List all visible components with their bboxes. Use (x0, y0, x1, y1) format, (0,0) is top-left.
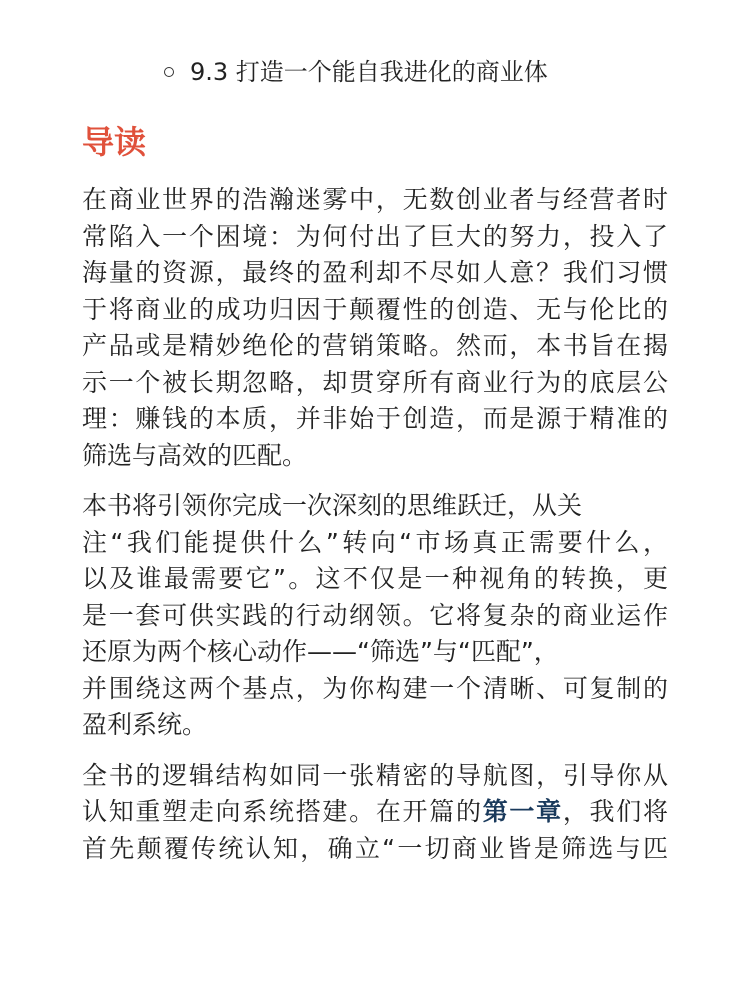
text-line: 于将商业的成功归因于颠覆性的创造、无与伦比的 (82, 294, 668, 324)
section-title: 导读 (82, 123, 147, 161)
text-segment: 认知重塑走向系统搭建。在开篇的 (82, 797, 483, 826)
text-line: 是一套可供实践的行动纲领。它将复杂的商业运作 (82, 600, 668, 630)
text-line: 首先颠覆传统认知，确立“一切商业皆是筛选与匹 (82, 833, 668, 863)
paragraph-1 (82, 182, 668, 474)
paragraph-2 (82, 488, 668, 744)
text-line (82, 794, 668, 831)
chapter-one-highlight: 第一章 (482, 797, 563, 826)
text-line: 还原为两个核心动作——“筛选”与“匹配”， (82, 637, 559, 666)
hollow-bullet-icon (164, 67, 174, 77)
text-line: 产品或是精妙绝伦的营销策略。然而，本书旨在揭 (82, 331, 668, 360)
text-line: 常陷入一个困境：为何付出了巨大的努力，投入了 (82, 221, 668, 251)
text-line: 盈利系统。 (82, 710, 208, 739)
text-line: 筛选与高效的匹配。 (82, 440, 308, 470)
text-line: 示一个被长期忽略，却贯穿所有商业行为的底层公 (82, 367, 668, 397)
text-line: 并围绕这两个基点，为你构建一个清晰、可复制的 (82, 673, 668, 703)
text-line: 以及谁最需要它”。这不仅是一种视角的转换，更 (82, 564, 668, 593)
text-line: 注“我们能提供什么”转向“市场真正需要什么， (82, 527, 668, 557)
text-line: 海量的资源，最终的盈利却不尽如人意？我们习惯 (82, 258, 668, 287)
toc-item-label: 9.3 打造一个能自我进化的商业体 (190, 58, 548, 86)
article-body (82, 182, 668, 881)
text-line: 理：赚钱的本质，并非始于创造，而是源于精准的 (82, 404, 668, 433)
toc-item[interactable] (164, 54, 548, 90)
text-line: 本书将引领你完成一次深刻的思维跃迁，从关 (82, 491, 583, 520)
paragraph-3 (82, 758, 668, 868)
text-segment: ，我们将 (562, 797, 668, 826)
text-line: 全书的逻辑结构如同一张精密的导航图，引导你从 (82, 760, 668, 790)
text-line: 在商业世界的浩瀚迷雾中，无数创业者与经营者时 (82, 185, 668, 214)
